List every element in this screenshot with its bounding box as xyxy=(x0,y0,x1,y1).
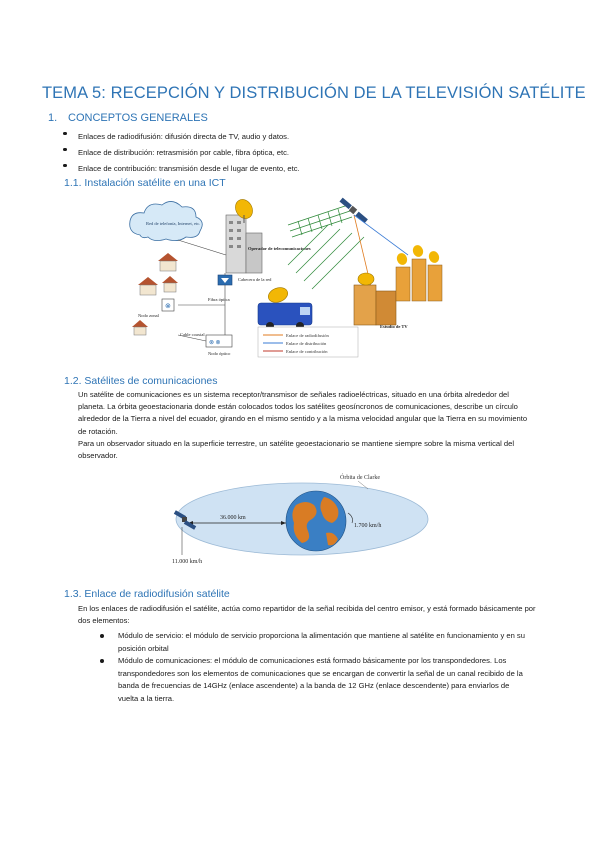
house-icon xyxy=(162,276,178,292)
legend-label: Enlace de contribución xyxy=(286,349,328,354)
list-item: Enlace de contribución: transmisión desde el lugar de evento, etc. xyxy=(62,159,300,175)
operator-label: Operador de telecomunicaciones xyxy=(248,246,311,251)
subsection-heading-1-1: 1.1. Instalación satélite en una ICT xyxy=(64,177,226,189)
ict-installation-figure xyxy=(118,195,543,360)
subsection-heading-1-2: 1.2. Satélites de comunicaciones xyxy=(64,375,218,387)
tv-studio-building xyxy=(354,273,396,325)
bullet-icon xyxy=(100,659,104,663)
distance-label: 36.000 km xyxy=(220,515,246,521)
bullet-list xyxy=(62,127,300,175)
zonal-node-label: Nodo zonal xyxy=(138,313,159,318)
house-icon xyxy=(138,277,158,295)
section-heading-text: CONCEPTOS GENERALES xyxy=(68,112,208,124)
subsection-heading-1-3: 1.3. Enlace de radiodifusión satélite xyxy=(64,588,230,600)
paragraph: Un satélite de comunicaciones es un sistema receptor/transmisor de señales radioeléctricas, situado en una órbita alrededor del planeta. La órbita geoestacionaria donde están colocados todos los satélites geosíncronos de comunicaciones, describe un círculo alrededor de la Tierra a nivel del ecuador, girando en el mismo sentido y a la misma velocidad angular que la Tierra en su movimiento de rotación. xyxy=(78,390,528,436)
paragraph: En los enlaces de radiodifusión el satélite, actúa como repartidor de la señal recibida del centro emisor, y está formado básicamente por dos elementos: xyxy=(78,604,536,626)
apartment-buildings xyxy=(395,244,442,301)
clarke-orbit-figure xyxy=(168,467,432,571)
node-icon: ⊗ ⊗ xyxy=(209,340,221,346)
page-title: TEMA 5: RECEPCIÓN Y DISTRIBUCIÓN DE LA TELEVISIÓN SATÉLITE xyxy=(42,84,586,102)
legend-label: Enlace de distribución xyxy=(286,341,327,346)
earth-globe-icon xyxy=(286,491,346,551)
cloud-label: Red de telefonía, Internet, etc. xyxy=(146,221,201,226)
headend-label: Cabecera de la red xyxy=(238,277,272,282)
fiber-label: Fibra óptica xyxy=(208,297,230,302)
bullet-list xyxy=(98,630,528,705)
house-icon xyxy=(158,253,178,271)
section-number: 1. xyxy=(48,112,58,124)
bullet-icon xyxy=(62,127,69,139)
section-heading xyxy=(48,112,208,124)
optical-node-label: Nodo óptico xyxy=(208,351,231,356)
orbit-label: Órbita de Clarke xyxy=(340,475,380,481)
paragraph-block xyxy=(78,603,537,627)
bullet-icon xyxy=(62,143,69,155)
node-icon: ⊗ xyxy=(165,302,171,310)
satellite-icon xyxy=(339,198,367,224)
paragraph: Para un observador situado en la superficie terrestre, un satélite geoestacionario se mantiene siempre sobre la misma vertical del observador. xyxy=(78,438,515,461)
list-item: Módulo de servicio: el módulo de servicio proporciona la alimentación que mantiene al satélite en funcionamiento y en su posición orbital xyxy=(98,630,528,655)
earth-speed-label: 1.700 km/h xyxy=(354,523,382,529)
coax-label: Cable coaxial xyxy=(180,332,205,337)
studio-label: Estudio de TV xyxy=(380,324,408,329)
bullet-icon xyxy=(100,634,104,638)
house-icon xyxy=(132,320,148,335)
legend-label: Enlace de radiodifusión xyxy=(286,333,329,338)
broadcast-van xyxy=(258,285,312,330)
paragraph-block xyxy=(78,389,537,462)
list-item: Enlaces de radiodifusión: difusión directa de TV, audio y datos. xyxy=(62,127,300,143)
bullet-icon xyxy=(62,159,69,171)
broadcast-antenna-array xyxy=(288,205,352,237)
satellite-speed-label: 11.000 km/h xyxy=(172,559,203,565)
list-item: Módulo de comunicaciones: el módulo de comunicaciones está formado básicamente por los transpondedores. Los transpondedores son los elementos de comunicaciones que se encargan de convertir la señal de un canal recibido de la banda de frecuencias de 14GHz (enlace ascendente) a la banda de 12 GHz (enlace descendente) para enviarlos de vuelta a la tierra. xyxy=(98,655,528,705)
list-item: Enlace de distribución: retrasmisión por cable, fibra óptica, etc. xyxy=(62,143,300,159)
connection-line xyxy=(178,240,226,255)
operator-building xyxy=(226,215,262,273)
